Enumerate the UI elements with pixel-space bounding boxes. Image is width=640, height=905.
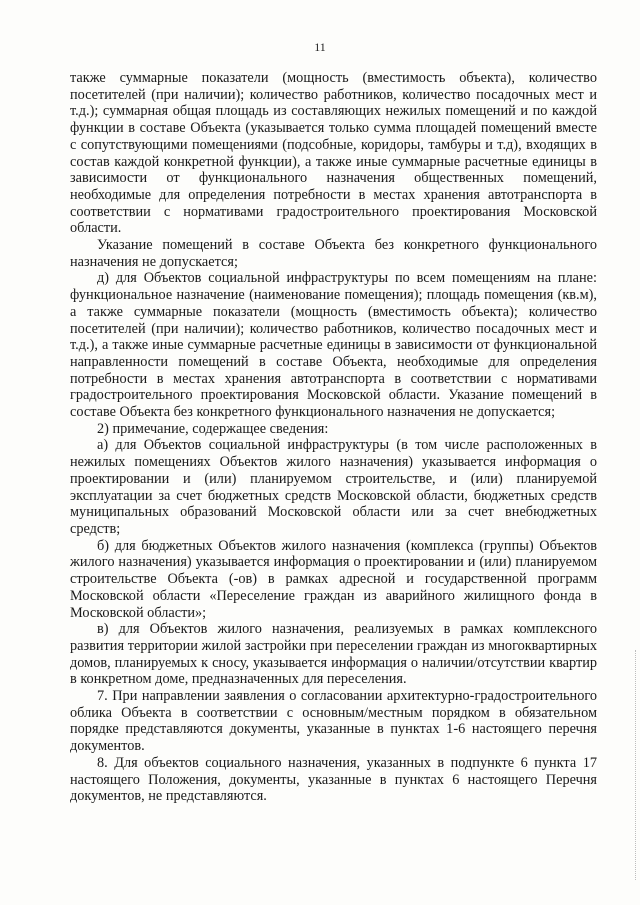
page-number: 11 (314, 40, 326, 54)
paragraph: д) для Объектов социальной инфраструктуры по всем помещениям на плане: функциональное назначение (наименование помещения); площадь помещения (кв.м), а также суммарные показатели (мощность (вместимость объекта); количество посетителей (при наличии); количество работников, количество посадочных мест и т.д.), а также иные суммарные расчетные единицы в зависимости от функциональной направленности помещений в составе Объекта, необходимые для определения потребности в местах хранения автотранспорта в соответствии с нормативами градостроительного проектирования Московской области. Указание помещений в составе Объекта без конкретного функционального назначения не допускается; (70, 270, 597, 421)
paragraph: 2) примечание, содержащее сведения: (97, 420, 329, 437)
paragraph: а) для Объектов социальной инфраструктуры (в том числе расположенных в нежилых помещениях Объектов жилого назначения) указывается информация о проектировании и (или) планируемом строительстве, и (или) планируемой эксплуатации за счет бюджетных средств Московской области, бюджетных средств муниципальных образований Московской области или за счет внебюджетных средств; (70, 437, 597, 537)
paragraph: б) для бюджетных Объектов жилого назначения (комплекса (группы) Объектов жилого назначения) указывается информация о проектировании и (или) планируемом строительстве Объекта (-ов) в рамках адресной и государственной программ Московской области «Переселение граждан из аварийного жилищного фонда в Московской области»; (70, 537, 597, 621)
paragraph: 7. При направлении заявления о согласовании архитектурно-градостроительного облика Объекта в соответствии с основным/местным порядком в обязательном порядке представляются документы, указанные в пунктах 1-6 настоящего перечня документов. (70, 688, 597, 755)
document-body (70, 70, 597, 805)
paragraph: Указание помещений в составе Объекта без конкретного функционального назначения не допускается; (70, 237, 597, 270)
paragraph: 8. Для объектов социального назначения, указанных в подпункте 6 пункта 17 настоящего Положения, документы, указанные в пунктах 6 настоящего Перечня документов, не представляются. (70, 754, 597, 805)
paragraph: в) для Объектов жилого назначения, реализуемых в рамках комплексного развития территории жилой застройки при переселении граждан из многоквартирных домов, планируемых к сносу, указывается информация о наличии/отсутствии квартир в конкретном доме, предназначенных для переселения. (70, 621, 597, 688)
paragraph: также суммарные показатели (мощность (вместимость объекта), количество посетителей (при наличии); количество работников, количество посадочных мест и т.д.); суммарная общая площадь из составляющих нежилых помещений и по каждой функции в составе Объекта (указывается только сумма площадей помещений вместе с сопутствующими помещениями (подсобные, коридоры, тамбуры и т.д), входящих в состав каждой конкретной функции), а также иные суммарные расчетные единицы в зависимости от функционального назначения общественных помещений, необходимые для определения потребности в местах хранения автотранспорта в соответствии с нормативами градостроительного проектирования Московской области. (70, 70, 597, 237)
scan-edge-mark (635, 650, 637, 880)
